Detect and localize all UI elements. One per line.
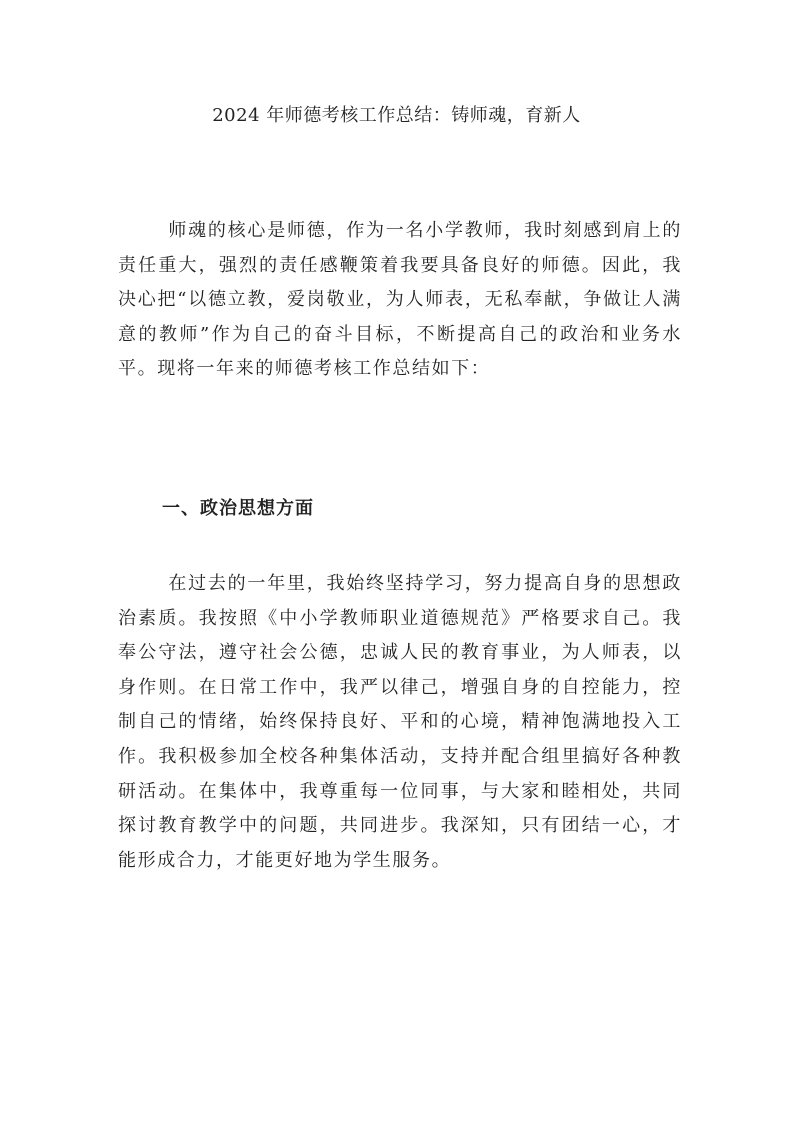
document-title: 2024 年师德考核工作总结：铸师魂，育新人	[212, 105, 581, 126]
section-heading: 一、政治思想方面	[162, 498, 314, 519]
intro-paragraph: 师魂的核心是师德，作为一名小学教师，我时刻感到肩上的责任重大，强烈的责任感鞭策着我要具备良好的师德。因此，我决心把“以德立教，爱岗敬业，为人师表，无私奉献，争做让人满意的教师”作为自己的奋斗目标，不断提高自己的政治和业务水平。现将一年来的师德考核工作总结如下：	[118, 220, 682, 380]
section-paragraph: 在过去的一年里，我始终坚持学习，努力提高自身的思想政治素质。我按照《中小学教师职业道德规范》严格要求自己。我奉公守法，遵守社会公德，忠诚人民的教育事业，为人师表，以身作则。在日常工作中，我严以律己，增强自身的自控能力，控制自己的情绪，始终保持良好、平和的心境，精神饱满地投入工作。我积极参加全校各种集体活动，支持并配合组里搞好各种教研活动。在集体中，我尊重每一位同事，与大家和睦相处，共同探讨教育教学中的问题，共同进步。我深知，只有团结一心，才能形成合力，才能更好地为学生服务。	[118, 573, 682, 871]
